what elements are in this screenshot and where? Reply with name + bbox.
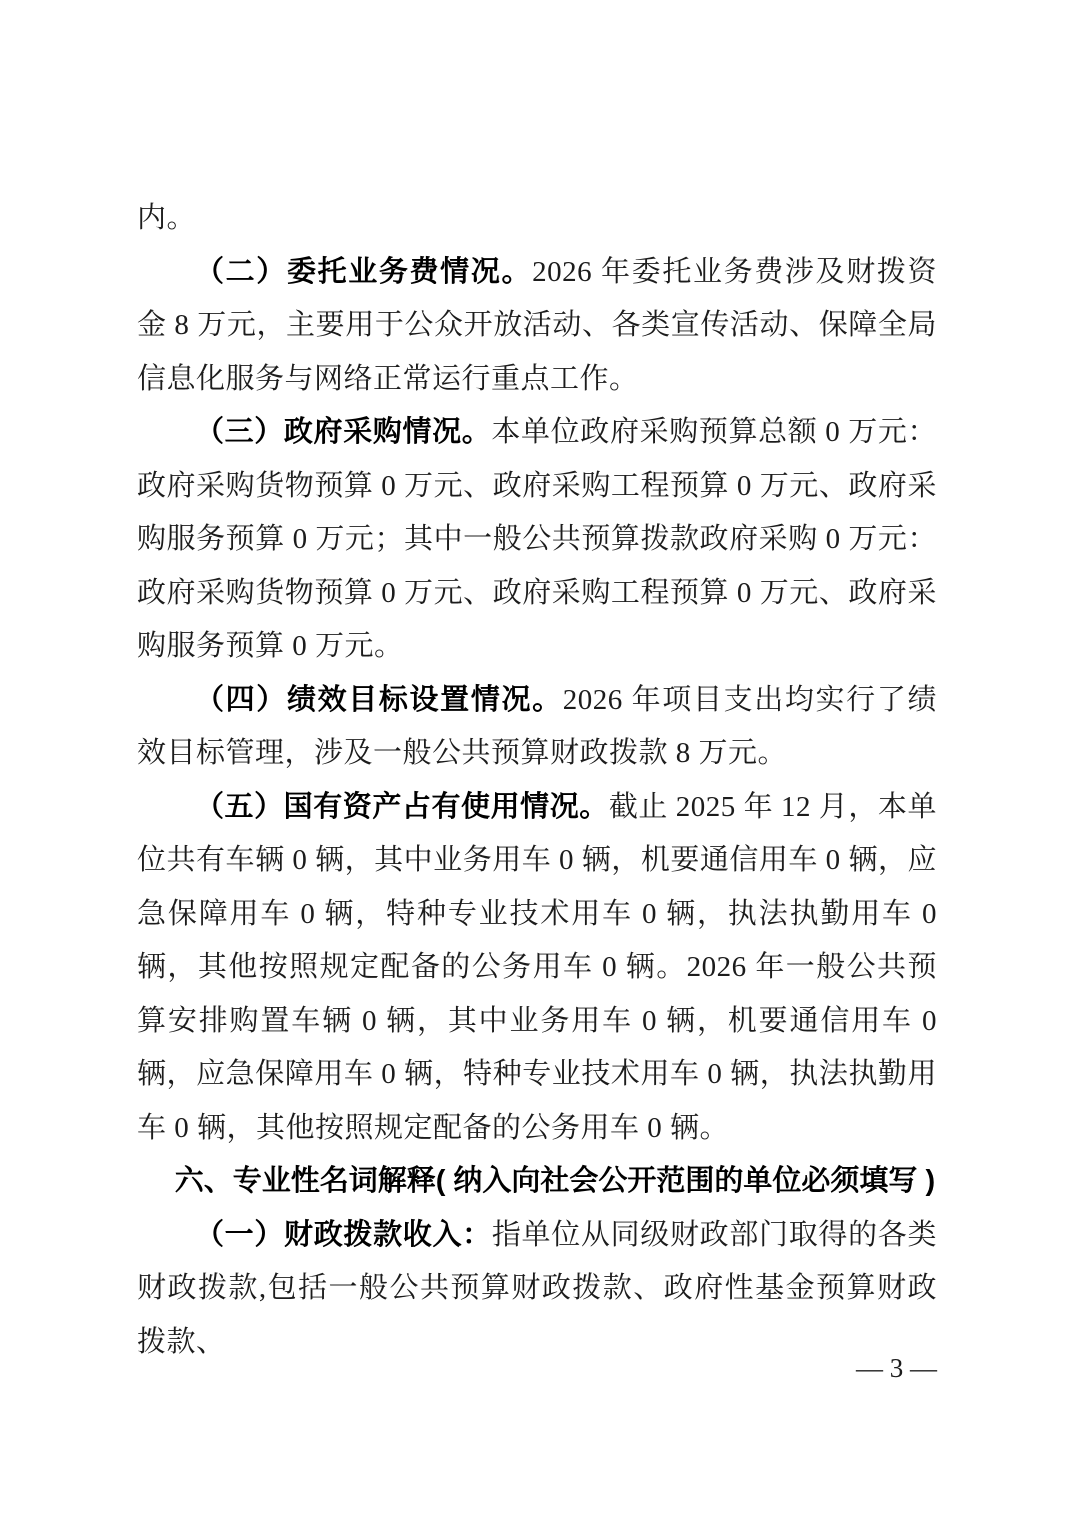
- paragraph-text: 截止 2025 年 12 月，本单位共有车辆 0 辆，其中业务用车 0 辆，机要通信用车 0 辆，应急保障用车 0 辆，特种专业技术用车 0 辆，执法执勤用车 0 辆，其他按照规定配备的公务用车 0 辆。2026 年一般公共预算安排购置车辆 0 辆，其中业务用车 0 辆，机要通信用车 0 辆，应急保障用车 0 辆，特种专业技术用车 0 辆，执法执勤用车 0 辆，其他按照规定配备的公务用车 0 辆。: [137, 790, 937, 1144]
- paragraph-lead: （五）国有资产占有使用情况。: [195, 790, 609, 823]
- paragraph-state-assets: [137, 781, 937, 1156]
- section-heading-terminology: [137, 1155, 937, 1209]
- document-body: [137, 192, 937, 1369]
- paragraph-government-procurement: [137, 406, 937, 674]
- paragraph-text: 本单位政府采购预算总额 0 万元：政府采购货物预算 0 万元、政府采购工程预算 0 万元、政府采购服务预算 0 万元；其中一般公共预算拨款政府采购 0 万元：政府采购货物预算 0 万元、政府采购工程预算 0 万元、政府采购服务预算 0 万元。: [137, 416, 937, 662]
- paragraph-entrusted-services: [137, 246, 937, 407]
- paragraph-lead: （四）绩效目标设置情况。: [195, 683, 563, 716]
- paragraph-lead: （二）委托业务费情况。: [195, 255, 533, 288]
- page-footer: [856, 1352, 937, 1384]
- page-number: — 3 —: [856, 1353, 937, 1383]
- paragraph-text: 内。: [137, 202, 197, 234]
- section-heading-text: 六、专业性名词解释( 纳入向社会公开范围的单位必须填写 ): [174, 1165, 936, 1197]
- paragraph-performance-targets: [137, 674, 937, 781]
- paragraph-definition-fiscal-appropriation: [137, 1209, 937, 1370]
- paragraph-text: 指单位从同级财政部门取得的各类财政拨款,包括一般公共预算财政拨款、政府性基金预算财政拨款、: [137, 1218, 937, 1358]
- paragraph-lead: （一）财政拨款收入：: [195, 1218, 492, 1251]
- paragraph-text: 2026 年委托业务费涉及财拨资金 8 万元，主要用于公众开放活动、各类宣传活动、保障全局信息化服务与网络正常运行重点工作。: [137, 255, 937, 395]
- paragraph-text: 2026 年项目支出均实行了绩效目标管理，涉及一般公共预算财政拨款 8 万元。: [137, 683, 937, 769]
- paragraph-lead: （三）政府采购情况。: [195, 416, 492, 448]
- paragraph-continuation: [137, 192, 937, 246]
